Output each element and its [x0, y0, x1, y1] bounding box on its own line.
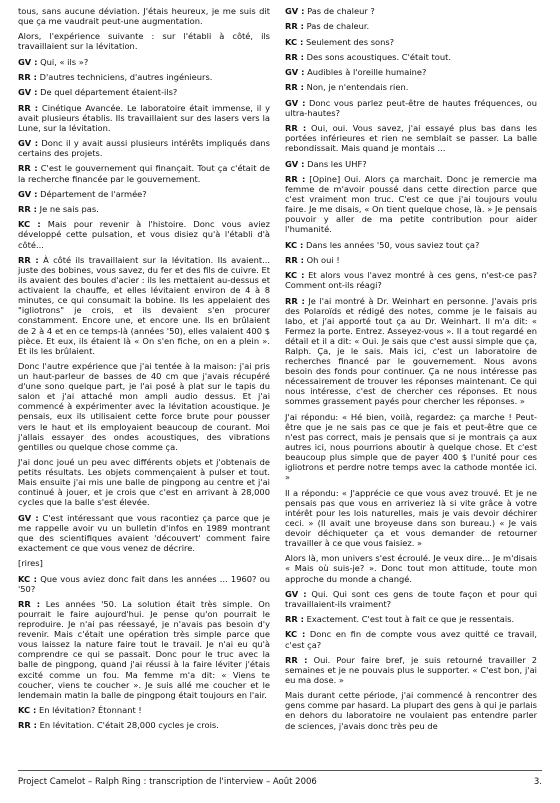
speaker-label: RR : — [285, 82, 304, 93]
transcript-paragraph — [285, 67, 537, 77]
transcript-paragraph — [285, 6, 537, 16]
transcript-paragraph — [18, 6, 270, 26]
transcript-paragraph — [18, 558, 270, 568]
paragraph-text: Dans les UHF? — [307, 158, 367, 169]
paragraph-text: Mais durant cette période, j'ai commencé à rencontrer des gens comme par hasard. La plupart des gens à qui je parlais en dehors du laboratoire ne voulaient pas entendre parler de sciences, j'avais donc très peu de — [285, 690, 537, 731]
paragraph-text: Département de l'armée? — [40, 188, 147, 199]
speaker-label: KC : — [18, 705, 37, 715]
paragraph-text: Et alors vous l'avez montré à ces gens, n'est-ce pas? Comment ont-ils réagi? — [285, 270, 537, 291]
speaker-label: KC : — [285, 239, 304, 250]
speaker-label: RR : — [285, 123, 307, 134]
paragraph-text: Oui, oui. Vous savez, j'ai essayé plus bas dans les portées inférieures et rien ne semblait se passer. La balle rebondissait. Mais quand je montais ... — [285, 123, 537, 154]
paragraph-text: Dans les années '50, vous saviez tout ça? — [306, 239, 480, 250]
transcript-paragraph — [18, 204, 270, 214]
paragraph-text: Oh oui ! — [306, 254, 340, 265]
paragraph-text: C'est le gouvernement qui finançait. Tout ça c'était de la recherche financée par le gouvernement. — [18, 163, 271, 184]
transcript-paragraph — [18, 189, 270, 199]
left-column — [18, 6, 270, 736]
speaker-label: RR : — [18, 163, 38, 174]
paragraph-text: Pas de chaleur ? — [307, 6, 375, 16]
transcript-paragraph — [18, 513, 270, 553]
paragraph-text: En lévitation. C'était 28,000 cycles je crois. — [39, 720, 219, 731]
speaker-label: GV : — [285, 6, 305, 16]
paragraph-text: Donc l'autre expérience que j'ai tentée à la maison: j'ai pris un haut-parleur de basses de 40 cm que j'avais récupéré d'une sono quelque part, je l'ai posé à plat sur le tapis du salon et j'ai attaché mon ampli audio dessus. Et j'ai commencé à expérimenter avec la lévitation acoustique. Je pensais, eux ils utilisaient cette force brute pour pousser vers le haut et ils employaient beaucoup de courant. Moi j'allais essayer des ondes acoustiques, des vibrations gentilles ou quelque chose comme ça. — [18, 360, 270, 452]
speaker-label: KC : — [285, 36, 304, 47]
speaker-label: GV : — [18, 87, 38, 98]
transcript-paragraph — [285, 589, 537, 609]
transcript-paragraph — [285, 614, 537, 624]
page-footer — [18, 770, 542, 787]
transcript-paragraph — [18, 57, 270, 67]
transcript-paragraph — [18, 103, 270, 133]
speaker-label: RR : — [285, 654, 308, 665]
transcript-paragraph — [18, 255, 270, 356]
transcript-paragraph — [285, 270, 537, 290]
transcript-paragraph — [285, 37, 537, 47]
speaker-label: RR : — [285, 254, 304, 265]
paragraph-text: Il a répondu: « J'apprécie ce que vous avez trouvé. Et je ne pensais pas que vous en arriveriez là si vite grâce à votre intérêt pour les lois naturelles, mais je vais devoir déchirer ceci. » (Il avait une broyeuse dans son bureau.) « Je vais devoir déchiqueter ça et vous demander de retourner travailler à ce que vous faisiez. » — [285, 487, 537, 549]
transcript-paragraph — [285, 296, 537, 407]
paragraph-text: Mais pour revenir à l'histoire. Donc vous aviez développé cette pulsation, et vous disiez qu'à l'établi d'à côté... — [18, 219, 270, 250]
paragraph-text: Donc il y avait aussi plusieurs intérêts impliqués dans certains des projets. — [18, 138, 270, 159]
transcript-paragraph — [18, 574, 270, 594]
transcript-paragraph — [285, 174, 537, 235]
transcript-paragraph — [18, 31, 270, 51]
paragraph-text: Alors là, mon univers s'est écroulé. Je veux dire... Je m'disais « Mais où suis-je? ». Donc tout mon attitude, toute mon approche du monde a changé. — [285, 553, 537, 584]
paragraph-text: C'est intéressant que vous racontiez ça parce que je me rappelle avoir vu un bulletin d'infos en 1989 montrant que des scientifiques avaient 'découvert' comment faire exactement ce que vous venez de décrire. — [18, 512, 270, 553]
paragraph-text: Qui. Qui sont ces gens de toute façon et pour qui travaillaient-ils vraiment? — [285, 588, 537, 609]
transcript-paragraph — [285, 52, 537, 62]
paragraph-text: Qui, « ils »? — [40, 56, 89, 67]
paragraph-text: Que vous aviez donc fait dans les années ... 1960? ou '50? — [18, 573, 270, 594]
paragraph-text: Exactement. C'est tout à fait ce que je ressentais. — [306, 614, 515, 625]
transcript-paragraph — [285, 240, 537, 250]
paragraph-text: De quel département étaient-ils? — [40, 87, 178, 98]
paragraph-text: Des sons acoustiques. C'était tout. — [306, 51, 451, 62]
right-column — [285, 6, 537, 736]
transcript-paragraph — [18, 361, 270, 452]
transcript-paragraph — [285, 553, 537, 583]
speaker-label: GV : — [18, 512, 39, 523]
speaker-label: RR : — [285, 614, 304, 625]
speaker-label: RR : — [18, 254, 39, 265]
transcript-paragraph — [285, 690, 537, 730]
transcript-paragraph — [285, 123, 537, 153]
transcript-paragraph — [285, 98, 537, 118]
transcript-paragraph — [285, 21, 537, 31]
speaker-label: GV : — [285, 588, 307, 599]
speaker-label: KC : — [285, 270, 305, 281]
paragraph-text: Je l'ai montré à Dr. Weinhart en personne. J'avais pris des Polaroïds et rédigé des notes, comme je le faisais au labo, et j'ai apporté tout ça au Dr. Weinhart. Il m'a dit: « Fermez la porte. Entrez. Asseyez-vous ». Il a tout regardé en détail et il a dit: « Oui. Je sais que c'est aussi simple que ça, Ralph. Ça, je le sais. Mais ici, c'est un laboratoire de recherches financé par le gouvernement. Nous avons besoin des fonds pour continuer. Ça ne nous intéresse pas nécessairement de trouver les réponses maintenant. Ce qui nous intéresse, c'est de chercher ces réponses. Et nous sommes grassement payés pour chercher les réponses. » — [285, 295, 538, 407]
speaker-label: GV : — [285, 67, 305, 78]
speaker-label: KC : — [285, 629, 306, 640]
transcript-paragraph — [18, 219, 270, 249]
transcript-paragraph — [18, 705, 270, 715]
page-number: 3. — [533, 777, 542, 787]
paragraph-text: Audibles à l'oreille humaine? — [307, 67, 427, 78]
transcript-paragraph — [18, 87, 270, 97]
transcript-paragraph — [18, 72, 270, 82]
paragraph-text: J'ai donc joué un peu avec différents objets et j'obtenais de petits résultats. Les objets commençaient à pulser et tout. Mais ensuite j'ai mis une balle de pingpong au centre et j'ai continué à jouer, et je crois que c'est en arrivant à 28,000 cycles que la balle s'est élevée. — [18, 457, 270, 508]
speaker-label: GV : — [18, 188, 38, 199]
paragraph-text: Je ne sais pas. — [39, 204, 99, 215]
transcript-paragraph — [285, 255, 537, 265]
transcript-paragraph — [285, 412, 537, 483]
speaker-label: RR : — [18, 204, 37, 215]
transcript-paragraph — [285, 488, 537, 549]
transcript-paragraph — [18, 720, 270, 730]
speaker-label: RR : — [18, 72, 37, 83]
paragraph-text: Seulement des sons? — [306, 36, 395, 47]
paragraph-text: Donc vous parlez peut-être de hautes fréquences, ou ultra-hautes? — [285, 97, 537, 118]
paragraph-text: Donc en fin de compte vous avez quitté ce travail, c'est ça? — [285, 629, 538, 650]
speaker-label: GV : — [18, 138, 39, 149]
transcript-paragraph — [18, 138, 270, 158]
speaker-label: RR : — [18, 102, 39, 113]
speaker-label: RR : — [285, 295, 305, 306]
speaker-label: GV : — [285, 97, 306, 108]
footer-title: Project Camelot – Ralph Ring : transcription de l'interview – Août 2006 — [18, 777, 317, 787]
paragraph-text: Cinétique Avancée. Le laboratoire était immense, il y avait plusieurs établis. Ils travaillaient sur des lasers vers la Lune, sur la lévitation. — [18, 102, 271, 133]
speaker-label: GV : — [285, 158, 305, 169]
transcript-paragraph — [285, 629, 537, 649]
paragraph-text: Non, je n'entendais rien. — [306, 82, 409, 93]
transcript-paragraph — [285, 655, 537, 685]
paragraph-text: D'autres techniciens, d'autres ingénieurs. — [39, 72, 213, 83]
paragraph-text: tous, sans aucune déviation. J'étais heureux, je me suis dit que ça me vaudrait peut-une augmentation. — [18, 6, 270, 27]
speaker-label: GV : — [18, 56, 38, 67]
speaker-label: RR : — [18, 720, 37, 731]
transcript-paragraph — [18, 599, 270, 700]
paragraph-text: Alors, l'expérience suivante : sur l'établi à côté, ils travaillaient sur la lévitation. — [18, 31, 270, 52]
paragraph-text: Les années '50. La solution était très simple. On pourrait le faire aujourd'hui. Je pense qu'on pourrait le reproduire. Je n'ai pas réessayé, je n'avais pas besoin d'y revenir. Mais c'était une opération très simple parce que vous laissez la nature faire tout le travail. Je n'ai eu qu'à comprendre ce qui se passait. Donc pour le truc avec la balle de pingpong, quand j'ai réussi à la faire léviter j'étais excité comme un fou. Ma femme m'a dit: « Viens te coucher, viens te coucher ». Je suis allé me coucher et le lendemain matin la balle de pingpong était toujours en l'air. — [18, 598, 270, 700]
paragraph-text: À côté ils travaillaient sur la lévitation. Ils avaient... juste des bobines, vous savez, du fer et des fils de cuivre. Et ils avaient des boules d'acier : ils les mettaient au-dessus et activaient la chauffe, et elles lévitaient environ de 4 à 8 minutes, ce qui consumait la bobine. Ils les appelaient des "igliotrons" je crois, et ils devaient s'en procurer constamment. Encore une, et encore une. Ils en brûlaient de 2 à 4 et en ce temps-là (années '50), elles valaient 400 $ pièce. Et eux, ils étaient là « On s'en fiche, on en a plein ». Et ils les brûlaient. — [18, 254, 271, 356]
speaker-label: KC : — [18, 219, 41, 230]
paragraph-text: [rires] — [18, 558, 43, 569]
paragraph-text: En lévitation? Étonnant ! — [39, 705, 142, 715]
paragraph-text: Oui. Pour faire bref, je suis retourné travailler 2 semaines et je ne pouvais plus le supporter. « C'est bon, j'ai eu ma dose. » — [285, 654, 537, 685]
speaker-label: KC : — [18, 573, 37, 584]
speaker-label: RR : — [285, 21, 304, 32]
transcript-paragraph — [18, 457, 270, 507]
paragraph-text: [Opine] Oui. Alors ça marchait. Donc je remercie ma femme de m'avoir poussé dans cette direction parce que c'est vraiment mon truc. C'est ce que j'ai toujours voulu faire. Je me disais, « On tient quelque chose, là. » Je pensais pouvoir y aller de ma petite contribution pour aider l'humanité. — [285, 173, 537, 235]
paragraph-text: Pas de chaleur. — [306, 21, 370, 32]
transcript-paragraph — [18, 163, 270, 183]
speaker-label: RR : — [18, 598, 41, 609]
paragraph-text: J'ai répondu: « Hé bien, voilà, regardez: ça marche ! Peut-être que je ne sais pas ce que je fais et peut-être que ce n'est pas correct, mais je pensais que si je montrais ça aux autres ici, nous pourrions aboutir à quelque chose. Et c'est beaucoup plus simple que de payer 400 $ l'unité pour ces igliotrons et perdre notre temps avec la cathode montée ici. » — [285, 411, 537, 483]
speaker-label: RR : — [285, 51, 304, 62]
transcript-paragraph — [285, 82, 537, 92]
transcript-paragraph — [285, 159, 537, 169]
speaker-label: RR : — [285, 173, 306, 184]
